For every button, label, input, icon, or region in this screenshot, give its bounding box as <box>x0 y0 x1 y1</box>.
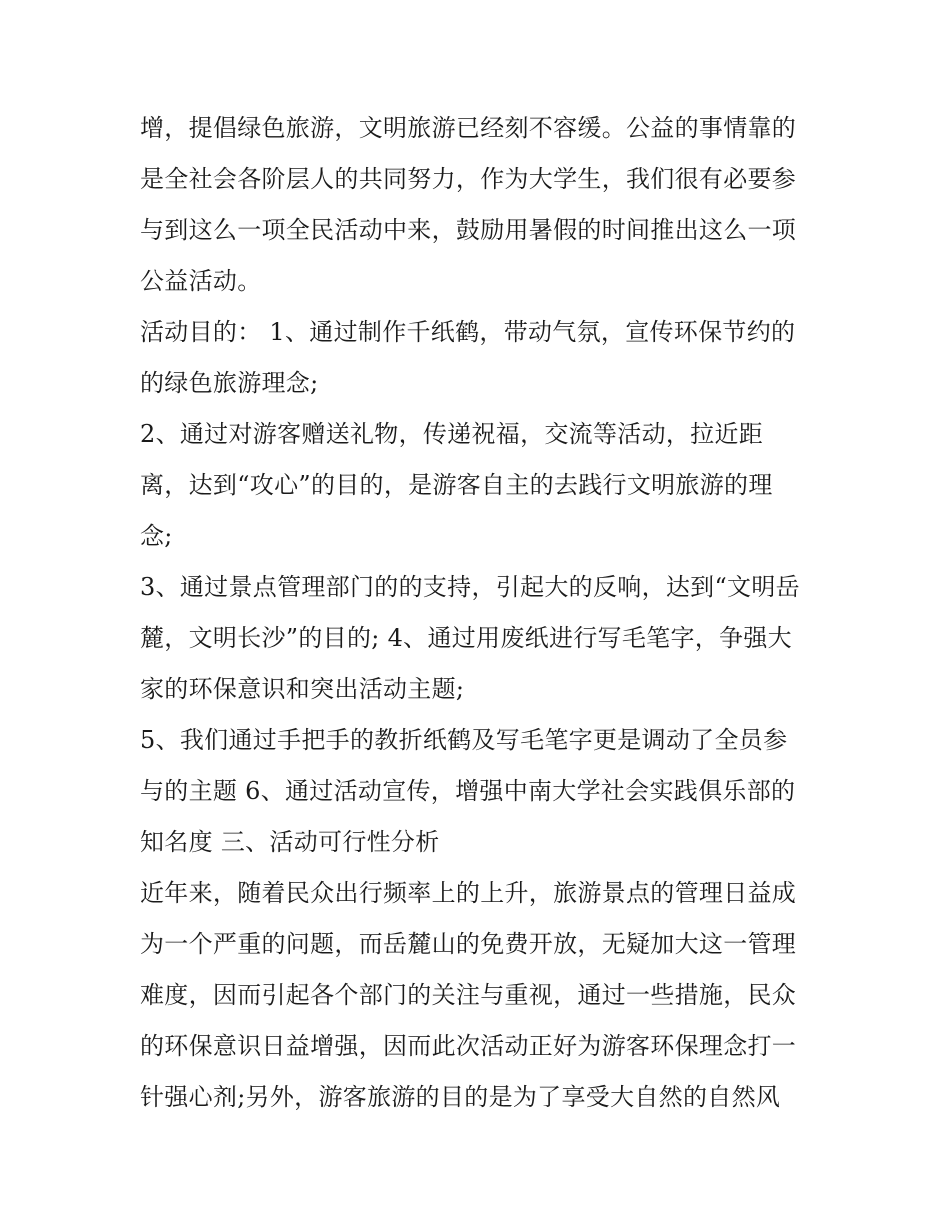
text-line: 难度，因而引起各个部门的关注与重视，通过一些措施，民众 <box>140 981 797 1009</box>
text-line: 为一个严重的问题，而岳麓山的免费开放，无疑加大这一管理 <box>140 930 797 958</box>
text-line: 念; <box>140 522 173 550</box>
text-line: 麓，文明长沙”的目的; 4、通过用废纸进行写毛笔字，争强大 <box>140 624 792 652</box>
text-line: 2、通过对游客赠送礼物，传递祝福，交流等活动，拉近距 <box>140 420 764 448</box>
text-line: 公益活动。 <box>140 267 262 295</box>
text-line: 与到这么一项全民活动中来，鼓励用暑假的时间推出这么一项 <box>140 216 797 244</box>
text-line: 离，达到“攻心”的目的，是游客自主的去践行文明旅游的理 <box>140 471 773 499</box>
text-line: 针强心剂;另外，游客旅游的目的是为了享受大自然的自然风 <box>140 1083 781 1111</box>
text-line: 的绿色旅游理念; <box>140 369 319 397</box>
text-line: 活动目的： 1、通过制作千纸鹤，带动气氛，宣传环保节约的 <box>140 318 796 346</box>
text-line: 近年来，随着民众出行频率上的上升，旅游景点的管理日益成 <box>140 879 797 907</box>
text-line: 与的主题 6、通过活动宣传，增强中南大学社会实践俱乐部的 <box>140 777 796 805</box>
text-line: 5、我们通过手把手的教折纸鹤及写毛笔字更是调动了全员参 <box>140 726 788 754</box>
text-line: 家的环保意识和突出活动主题; <box>140 675 465 703</box>
text-line: 3、通过景点管理部门的的支持，引起大的反响，达到“文明岳 <box>140 573 800 601</box>
document-body <box>140 103 820 1123</box>
text-line: 知名度 三、活动可行性分析 <box>140 828 440 856</box>
text-line: 是全社会各阶层人的共同努力，作为大学生，我们很有必要参 <box>140 165 797 193</box>
text-line: 增，提倡绿色旅游，文明旅游已经刻不容缓。公益的事情靠的 <box>140 114 797 142</box>
text-line: 的环保意识日益增强，因而此次活动正好为游客环保理念打一 <box>140 1032 797 1060</box>
